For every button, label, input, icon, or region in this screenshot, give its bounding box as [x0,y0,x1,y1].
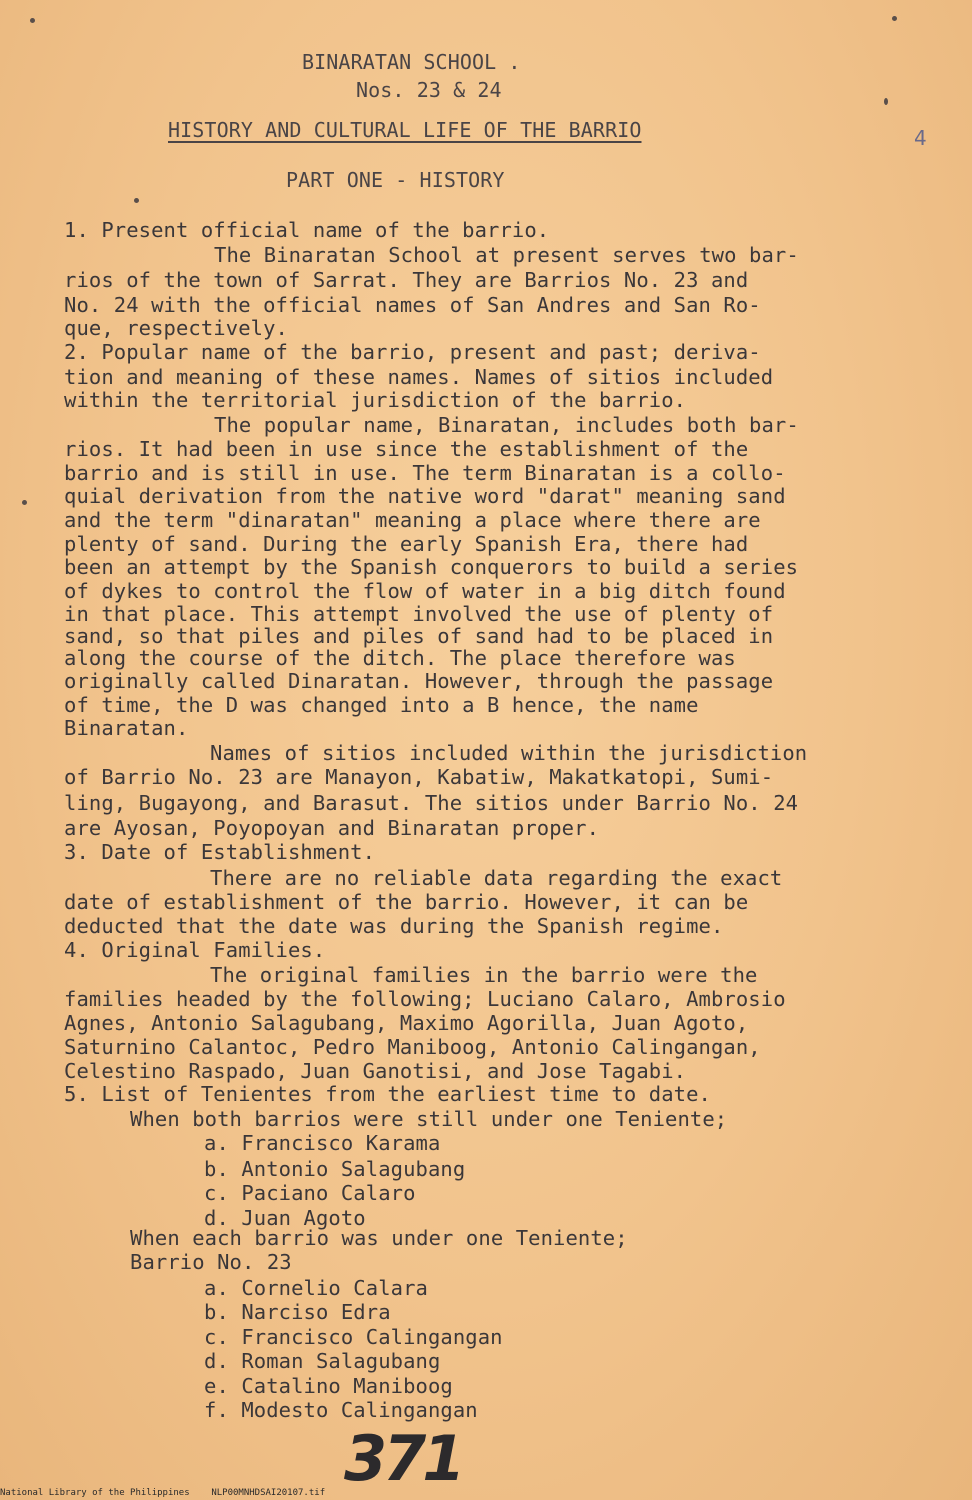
text-line: Binaratan. [64,716,189,740]
paper-speck [30,18,35,23]
text-line: a. Cornelio Calara [204,1276,428,1300]
text-line: along the course of the ditch. The place therefore was [64,646,736,670]
text-line: c. Paciano Calaro [204,1181,416,1205]
text-line: rios. It had been in use since the establishment of the [64,437,749,461]
text-line: originally called Dinaratan. However, through the passage [64,669,774,693]
text-line: c. Francisco Calingangan [204,1325,503,1349]
text-line: are Ayosan, Poyopoyan and Binaratan proper. [64,816,600,840]
text-line: a. Francisco Karama [204,1131,441,1155]
text-line: 1. Present official name of the barrio. [64,218,550,242]
text-line: The original families in the barrio were the [210,963,758,987]
barrio-numbers: Nos. 23 & 24 [356,78,502,102]
text-line: f. Modesto Calingangan [204,1398,478,1422]
paper-speck [134,198,139,203]
text-line: e. Catalino Maniboog [204,1374,453,1398]
paper-speck [884,98,888,105]
school-name: BINARATAN SCHOOL . [302,50,521,74]
text-line: Celestino Raspado, Juan Ganotisi, and Jose Tagabi. [64,1059,687,1083]
text-line: Names of sitios included within the jurisdiction [210,741,808,765]
text-line: 3. Date of Establishment. [64,840,376,864]
text-line: barrio and is still in use. The term Binaratan is a collo- [64,461,786,485]
text-line: Agnes, Antonio Salagubang, Maximo Agorilla, Juan Agoto, [64,1011,749,1035]
text-line: Barrio No. 23 [130,1250,292,1274]
paper-speck [22,500,27,505]
text-line: There are no reliable data regarding the exact [210,866,783,890]
text-line: b. Narciso Edra [204,1300,391,1324]
text-line: When each barrio was under one Teniente; [130,1226,628,1250]
text-line: d. Juan Agoto [204,1206,366,1230]
text-line: d. Roman Salagubang [204,1349,441,1373]
text-line: que, respectively. [64,316,288,340]
margin-mark: 4 [914,126,927,150]
text-line: 5. List of Tenientes from the earliest time to date. [64,1082,711,1106]
text-line: and the term "dinaratan" meaning a place where there are [64,508,761,532]
text-line: quial derivation from the native word "darat" meaning sand [64,484,786,508]
text-line: within the territorial jurisdiction of the barrio. [64,388,687,412]
archive-footer: National Library of the Philippines NLP00MNHDSAI20107.tif [0,1488,326,1498]
text-line: deducted that the date was during the Spanish regime. [64,914,724,938]
text-line: of dykes to control the flow of water in a big ditch found [64,579,786,603]
text-line: been an attempt by the Spanish conquerors to build a series [64,555,799,579]
text-line: No. 24 with the official names of San Andres and San Ro- [64,293,761,317]
text-line: ling, Bugayong, and Barasut. The sitios under Barrio No. 24 [64,791,799,815]
document-title: HISTORY AND CULTURAL LIFE OF THE BARRIO [168,118,642,142]
text-line: The Binaratan School at present serves two bar- [214,243,799,267]
page-number: 371 [344,1422,462,1495]
text-line: of time, the D was changed into a B hence, the name [64,693,699,717]
part-heading: PART ONE - HISTORY [286,168,505,192]
text-line: The popular name, Binaratan, includes both bar- [214,413,799,437]
text-line: When both barrios were still under one Teniente; [130,1107,728,1131]
paper-speck [892,16,897,21]
text-line: 2. Popular name of the barrio, present and past; deriva- [64,340,761,364]
text-line: rios of the town of Sarrat. They are Barrios No. 23 and [64,268,749,292]
text-line: tion and meaning of these names. Names of sitios included [64,365,774,389]
text-line: of Barrio No. 23 are Manayon, Kabatiw, Makatkatopi, Sumi- [64,765,774,789]
text-line: b. Antonio Salagubang [204,1157,466,1181]
text-line: Saturnino Calantoc, Pedro Maniboog, Antonio Calingangan, [64,1035,761,1059]
text-line: in that place. This attempt involved the use of plenty of [64,602,774,626]
text-line: plenty of sand. During the early Spanish Era, there had [64,532,749,556]
text-line: 4. Original Families. [64,938,326,962]
text-line: date of establishment of the barrio. However, it can be [64,890,749,914]
text-line: sand, so that piles and piles of sand had to be placed in [64,624,774,648]
text-line: families headed by the following; Luciano Calaro, Ambrosio [64,987,786,1011]
